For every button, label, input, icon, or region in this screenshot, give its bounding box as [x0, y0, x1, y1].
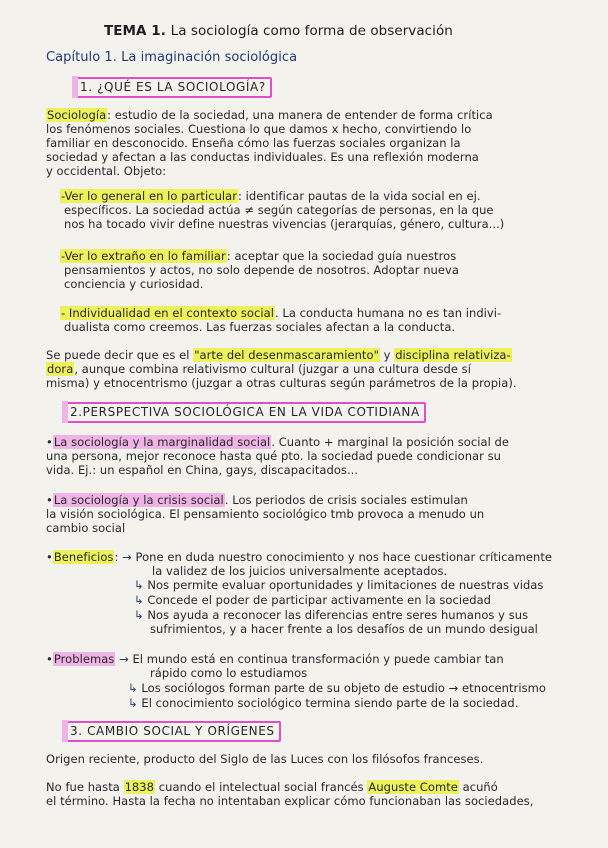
benefits-term: Beneficios: [53, 550, 114, 564]
objective-2-line-1: [60, 249, 456, 263]
sub-arrow-icon: ↳: [134, 578, 144, 592]
title-number: TEMA 1.: [104, 23, 166, 39]
problems-line-1: [46, 652, 504, 666]
problem-3-text: El conocimiento sociológico termina siendo parte de la sociedad.: [141, 696, 519, 710]
section-1-box: [74, 77, 272, 98]
bullet-icon: •: [46, 550, 53, 564]
benefit-2-text: Nos permite evaluar oportunidades y limitaciones de nuestras vidas: [147, 578, 544, 592]
benefits-line-5: [134, 608, 528, 622]
benefits-line-3: [134, 578, 543, 592]
s3-line-1: Origen reciente, producto del Siglo de las Luces con los filósofos franceses.: [46, 752, 484, 766]
problem-2-text: Los sociólogos forman parte de su objeto de estudio → etnocentrismo: [141, 681, 546, 695]
bullet-icon: •: [46, 652, 53, 666]
bullet-icon: •: [46, 493, 53, 507]
objective-1-term: -Ver lo general en lo particular: [61, 189, 238, 203]
title-text: La sociología como forma de observación: [170, 23, 453, 39]
bullet-icon: •: [46, 435, 53, 449]
sub-arrow-icon: ↳: [128, 696, 138, 710]
s3-text-b: cuando el intelectual social francés: [155, 780, 368, 794]
s3-line-2: [46, 780, 498, 794]
objective-3-text: . La conducta humana no es tan indivi-: [274, 306, 502, 320]
section-1-marker: [72, 76, 78, 98]
section-2-marker: [62, 401, 68, 423]
section-2-box: [64, 402, 426, 423]
sub-arrow-icon: ↳: [134, 593, 144, 607]
objective-1-line-2: específicos. La sociedad actúa ≠ según categorías de personas, en la que: [64, 203, 494, 217]
s2-point-2-text: . Los periodos de crisis sociales estimulan: [224, 493, 468, 507]
definition-text: : estudio de la sociedad, una manera de entender de forma crítica: [107, 108, 493, 122]
definition-line-3: familiar en desconocido. Enseña cómo las fuerzas sociales organizan la: [46, 136, 461, 150]
closing-highlight-1: "arte del desenmascaramiento": [194, 348, 379, 362]
section-2-title: 2.PERSPECTIVA SOCIOLÓGICA EN LA VIDA COTIDIANA: [70, 405, 420, 419]
definition-term: Sociología: [47, 108, 107, 122]
section-3-title: 3. CAMBIO SOCIAL Y ORÍGENES: [70, 724, 275, 738]
problem-1-text: El mundo está en continua transformación y puede cambiar tan: [132, 652, 504, 666]
benefit-3-text: Concede el poder de participar activamente en la sociedad: [147, 593, 492, 607]
page-title: [104, 24, 453, 38]
objective-1-line-1: [60, 189, 481, 203]
arrow-right-icon: →: [119, 652, 129, 666]
chapter-heading: Capítulo 1. La imaginación sociológica: [46, 50, 298, 65]
s2-point-2-line-1: [46, 493, 468, 507]
s2-point-2-line-2: la visión sociológica. El pensamiento sociológico tmb provoca a menudo un: [46, 507, 485, 521]
objective-2-text: : aceptar que la sociedad guía nuestros: [226, 249, 457, 263]
s3-year: 1838: [124, 780, 155, 794]
objective-2-line-2: pensamientos y actos, no solo depende de nosotros. Adoptar nueva: [64, 263, 459, 277]
definition-line-2: los fenómenos sociales. Cuestiona lo que damos x hecho, convirtiendo lo: [46, 122, 472, 136]
problems-term: Problemas: [53, 652, 115, 666]
s3-text-c: acuñó: [458, 780, 498, 794]
objective-3-line-2: dualista como creemos. Las fuerzas sociales afectan a la conducta.: [64, 320, 456, 334]
benefits-line-4: [134, 593, 491, 607]
objective-3-term: - Individualidad en el contexto social: [61, 306, 274, 320]
problems-line-3: [128, 681, 546, 695]
arrow-right-icon: →: [122, 550, 132, 564]
s2-point-1-line-2: una persona, mejor reconoce hasta qué pto. la sociedad puede condicionar su: [46, 449, 502, 463]
objective-2-line-3: conciencia y curiosidad.: [64, 277, 204, 291]
s3-text-a: No fue hasta: [46, 780, 124, 794]
definition-line-4: sociedad y afectan a las conductas individuales. Es una reflexión moderna: [46, 150, 479, 164]
problems-line-4: [128, 696, 518, 710]
s2-point-1-line-1: [46, 435, 509, 449]
objective-2-term: -Ver lo extraño en lo familiar: [61, 249, 226, 263]
s2-point-2-term: La sociología y la crisis social: [53, 493, 224, 507]
benefit-1-text: Pone en duda nuestro conocimiento y nos hace cuestionar críticamente: [135, 550, 553, 564]
objective-1-line-3: nos ha tocado vivir define nuestras vivencias (jerarquías, género, cultura...): [64, 217, 505, 231]
s2-point-2-line-3: cambio social: [46, 521, 126, 535]
closing-text-a: Se puede decir que es el: [46, 348, 194, 362]
benefits-line-2: la validez de los juicios universalmente aceptados.: [152, 564, 448, 578]
s3-name: Auguste Comte: [368, 780, 458, 794]
s2-point-1-line-3: vida. Ej.: un español en China, gays, discapacitados...: [46, 463, 359, 477]
benefit-4-text: Nos ayuda a reconocer las diferencias entre seres humanos y sus: [147, 608, 529, 622]
problems-line-2: rápido como lo estudiamos: [150, 666, 308, 680]
section-1-title: 1. ¿QUÉ ES LA SOCIOLOGÍA?: [80, 80, 266, 94]
definition-line-5: y occidental. Objeto:: [46, 164, 167, 178]
section-3-marker: [62, 720, 68, 742]
closing-line-1: [46, 348, 512, 362]
definition-line-1: [46, 108, 493, 122]
section-3-box: [64, 721, 281, 742]
closing-line-3: misma) y etnocentrismo (juzgar a otras culturas según parámetros de la propia).: [46, 376, 517, 390]
sub-arrow-icon: ↳: [128, 681, 138, 695]
s2-point-1-term: La sociología y la marginalidad social: [53, 435, 271, 449]
sub-arrow-icon: ↳: [134, 608, 144, 622]
benefits-line-1: •Beneficios: → Pone en duda nuestro conocimiento y nos hace cuestionar críticamente: [46, 550, 553, 564]
benefits-line-6: sufrimientos, y a hacer frente a los desafíos de un mundo desigual: [150, 622, 538, 636]
closing-highlight-3: dora: [47, 362, 74, 376]
closing-text-c: , aunque combina relativismo cultural (juzgar a una cultura desde sí: [74, 362, 471, 376]
closing-highlight-2: disciplina relativiza-: [395, 348, 511, 362]
objective-3-line-1: [60, 306, 501, 320]
closing-text-b: y: [379, 348, 395, 362]
closing-line-2: [46, 362, 471, 376]
s2-point-1-text: . Cuanto + marginal la posición social de: [271, 435, 510, 449]
s3-line-3: el término. Hasta la fecha no intentaban explicar cómo funcionaban las sociedades,: [46, 794, 534, 808]
objective-1-text: : identificar pautas de la vida social en ej.: [238, 189, 481, 203]
